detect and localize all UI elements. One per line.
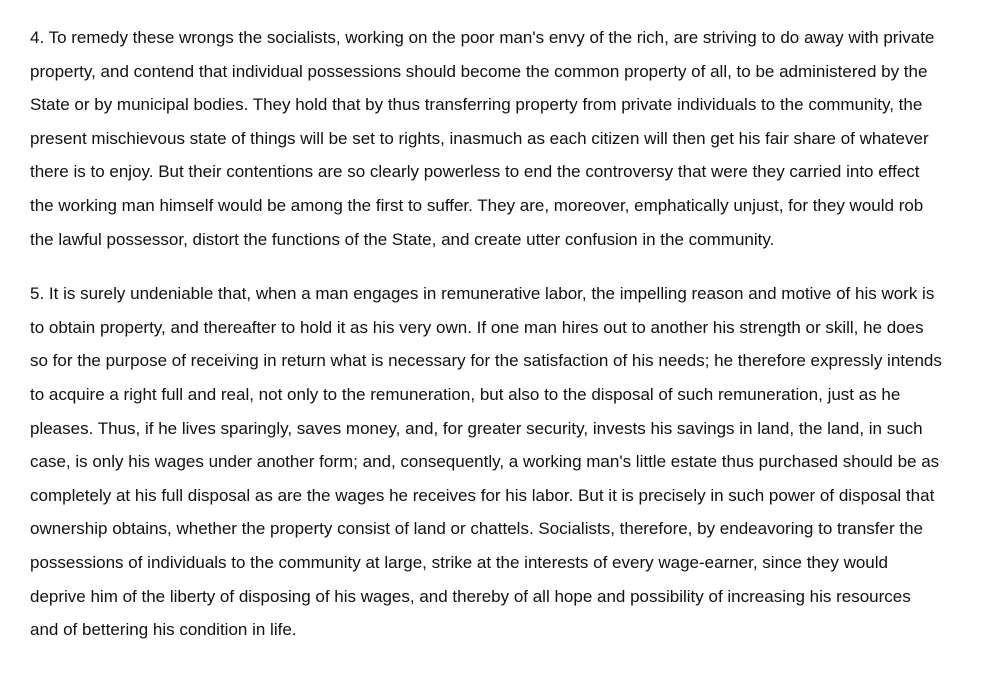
paragraph-line: the lawful possessor, distort the functions of the State, and create utter confusion in the community. (30, 229, 775, 249)
paragraph-line: completely at his full disposal as are the wages he receives for his labor. But it is precisely in such power of disposal that (30, 485, 935, 505)
paragraph-line: 4. To remedy these wrongs the socialists, working on the poor man's envy of the rich, are striving to do away with private (30, 28, 935, 47)
paragraph-line: the working man himself would be among the first to suffer. They are, moreover, emphatically unjust, for they would rob (30, 195, 924, 215)
paragraph-line: State or by municipal bodies. They hold that by thus transferring property from private individuals to the community, the (30, 95, 923, 115)
paragraph-line: case, is only his wages under another form; and, consequently, a working man's little estate thus purchased should be as (30, 452, 940, 472)
paragraph-line: and of bettering his condition in life. (30, 620, 297, 640)
paragraph-line: deprive him of the liberty of disposing of his wages, and thereby of all hope and possibility of increasing his resources (30, 586, 911, 606)
paragraph-line: pleases. Thus, if he lives sparingly, saves money, and, for greater security, invests his savings in land, the land, in such (30, 418, 923, 438)
paragraph-line: so for the purpose of receiving in return what is necessary for the satisfaction of his needs; he therefore expressly intends (30, 351, 942, 371)
paragraph-4 (30, 21, 980, 256)
paragraph-line: property, and contend that individual possessions should become the common property of all, to be administered by the (30, 61, 928, 81)
paragraph-line: to obtain property, and thereafter to hold it as his very own. If one man hires out to another his strength or skill, he does (30, 317, 924, 337)
paragraph-line: present mischievous state of things will be set to rights, inasmuch as each citizen will then get his fair share of whatever (30, 128, 929, 148)
paragraph-line: possessions of individuals to the community at large, strike at the interests of every wage-earner, since they would (30, 552, 888, 572)
paragraph-line: to acquire a right full and real, not only to the remuneration, but also to the disposal of such remuneration, just as he (30, 384, 901, 404)
paragraph-line: ownership obtains, whether the property consist of land or chattels. Socialists, therefore, by endeavoring to transfer the (30, 519, 923, 539)
paragraph-5 (30, 277, 980, 647)
paragraph-line: 5. It is surely undeniable that, when a man engages in remunerative labor, the impelling reason and motive of his work is (30, 284, 935, 304)
paragraph-line: there is to enjoy. But their contentions are so clearly powerless to end the controversy that were they carried into effect (30, 162, 920, 182)
